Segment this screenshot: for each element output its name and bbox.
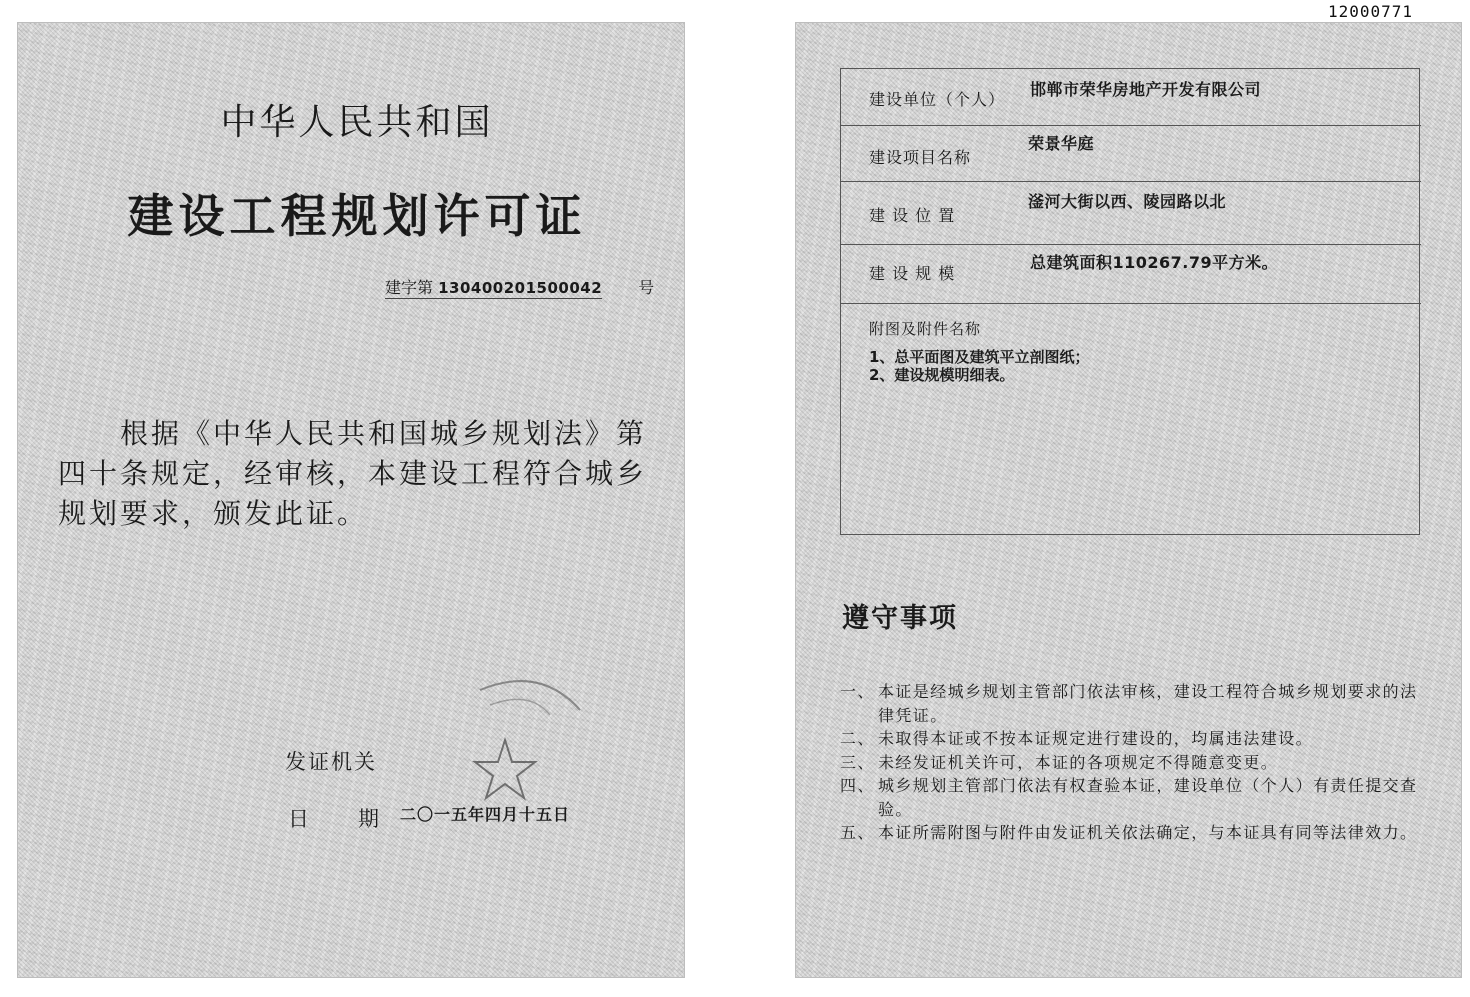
row-label-project: 建设项目名称 bbox=[869, 148, 972, 167]
issue-date: 二〇一五年四月十五日 bbox=[400, 805, 571, 824]
note-item bbox=[840, 774, 1430, 821]
country-name: 中华人民共和国 bbox=[220, 102, 494, 143]
cert-no-prefix: 建字第 bbox=[385, 278, 434, 297]
row-value-builder: 邯郸市荣华房地产开发有限公司 bbox=[1030, 80, 1262, 99]
note-number: 四、 bbox=[840, 776, 875, 795]
note-number: 五、 bbox=[840, 823, 875, 842]
note-text: 未经发证机关许可，本证的各项规定不得随意变更。 bbox=[878, 752, 1279, 772]
row-value-project: 荣景华庭 bbox=[1028, 134, 1095, 153]
body-line-1: 根据《中华人民共和国城乡规划法》第 bbox=[120, 417, 648, 450]
body-line-2: 四十条规定，经审核，本建设工程符合城乡 bbox=[58, 457, 648, 490]
date-label-1: 日 bbox=[288, 807, 309, 831]
table-rule bbox=[841, 125, 1421, 126]
notes-list bbox=[840, 680, 1430, 845]
body-line-3: 规划要求，颁发此证。 bbox=[58, 497, 369, 530]
notes-title: 遵守事项 bbox=[842, 603, 958, 634]
permit-details-table bbox=[840, 68, 1420, 535]
table-rule bbox=[841, 244, 1421, 245]
seal-star-icon bbox=[475, 740, 535, 798]
row-label-scale: 建 设 规 模 bbox=[869, 264, 956, 283]
issuer-label: 发证机关 bbox=[285, 750, 377, 774]
cert-no: 130400201500042 bbox=[438, 279, 603, 297]
note-number: 一、 bbox=[840, 682, 875, 701]
note-text: 未取得本证或不按本证规定进行建设的，均属违法建设。 bbox=[878, 729, 1314, 748]
note-number: 三、 bbox=[840, 752, 875, 772]
note-item bbox=[840, 727, 1430, 751]
table-rule bbox=[841, 303, 1421, 304]
row-value-location: 滏河大街以西、陵园路以北 bbox=[1028, 192, 1227, 211]
note-item bbox=[840, 751, 1430, 775]
note-number: 二、 bbox=[840, 729, 875, 748]
note-item bbox=[840, 680, 1430, 727]
document-number: 12000771 bbox=[1328, 2, 1414, 21]
row-value-scale: 总建筑面积110267.79平方米。 bbox=[1030, 253, 1279, 272]
certificate-number-line bbox=[385, 275, 654, 299]
note-text: 本证是经城乡规划主管部门依法审核，建设工程符合城乡规划要求的法律凭证。 bbox=[878, 682, 1418, 725]
note-text: 本证所需附图与附件由发证机关依法确定，与本证具有同等法律效力。 bbox=[878, 823, 1418, 842]
permit-title: 建设工程规划许可证 bbox=[127, 189, 587, 243]
date-label-2: 期 bbox=[358, 807, 379, 831]
note-item bbox=[840, 821, 1430, 845]
row-label-builder: 建设单位（个人） bbox=[869, 90, 1006, 109]
attachments-label: 附图及附件名称 bbox=[869, 320, 982, 338]
row-label-location: 建 设 位 置 bbox=[869, 206, 956, 225]
cert-no-suffix: 号 bbox=[638, 278, 655, 297]
attachment-item: 2、建设规模明细表。 bbox=[869, 366, 1015, 384]
note-text: 城乡规划主管部门依法有权查验本证，建设单位（个人）有责任提交查验。 bbox=[878, 776, 1418, 819]
table-rule bbox=[841, 181, 1421, 182]
attachment-item: 1、总平面图及建筑平立剖图纸； bbox=[869, 348, 1090, 366]
